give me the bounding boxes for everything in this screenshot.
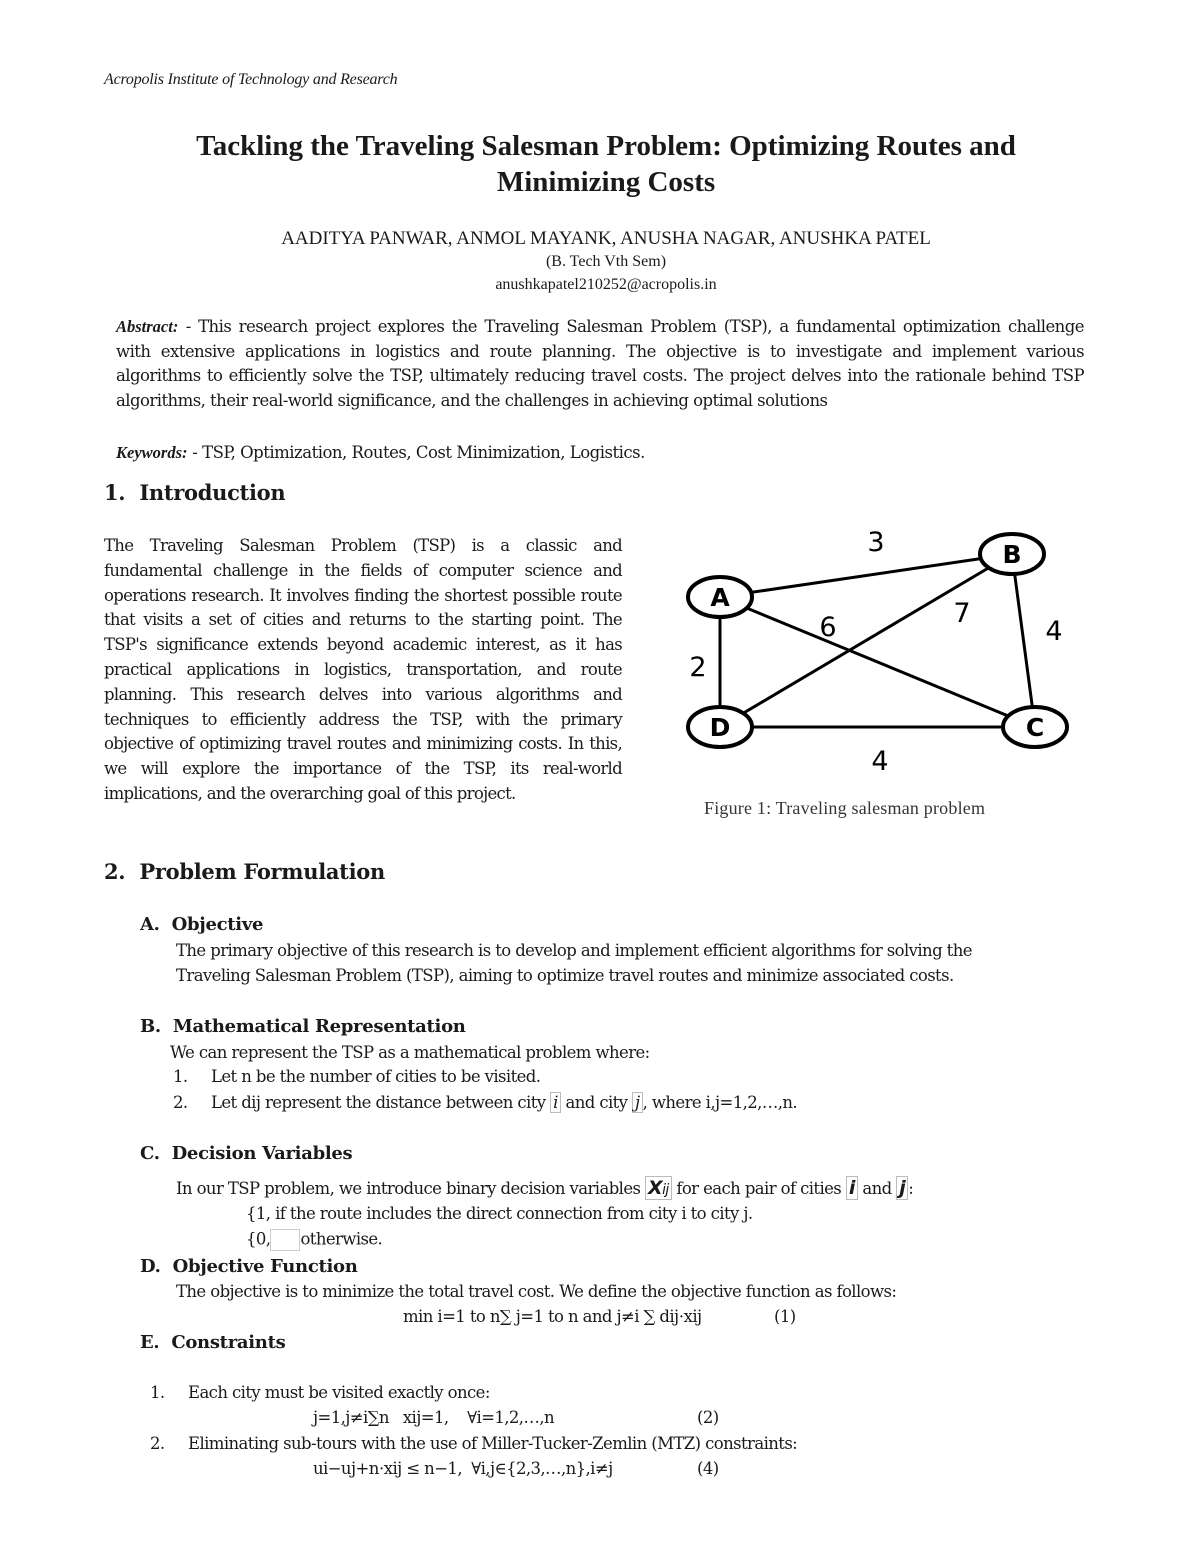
section-title: Problem Formulation (139, 859, 385, 884)
abstract (116, 315, 1084, 414)
text: and (857, 1179, 897, 1198)
subsection-letter: D. (140, 1256, 161, 1277)
subsection-d-heading (140, 1256, 358, 1277)
subsection-letter: A. (140, 914, 160, 935)
weight-d-b: 7 (953, 598, 971, 629)
title-line-1: Tackling the Traveling Salesman Problem: Optimizing Routes and (196, 130, 1016, 162)
authors: AADITYA PANWAR, ANMOL MAYANK, ANUSHA NAGAR, ANUSHKA PATEL (281, 228, 931, 249)
list-item-text: Eliminating sub-tours with the use of Miller-Tucker-Zemlin (MTZ) constraints: (188, 1434, 798, 1453)
section-2-heading (104, 859, 385, 884)
text: otherwise. (300, 1229, 383, 1249)
node-b-label: B (1002, 540, 1022, 569)
subsection-a-heading (140, 914, 263, 935)
var-x-letter: X (648, 1177, 663, 1199)
math-rep-intro: We can represent the TSP as a mathematical problem where: (170, 1043, 650, 1062)
empty-box (270, 1229, 300, 1251)
edge-a-c (720, 597, 1035, 727)
section-title: Introduction (139, 480, 286, 505)
list-item-text: and city (560, 1093, 633, 1112)
list-item-text: , where i,j=1,2,…,n. (642, 1093, 798, 1112)
equation-number: (2) (697, 1408, 719, 1427)
abstract-text: - This research project explores the Traveling Salesman Problem (TSP), a fundamental optimization challenge with extensive applications in logistics and route planning. The objective is to investigate and implement various algorithms to efficiently solve the TSP, ultimately reducing travel costs. The project delves into the rationale behind TSP algorithms, their real-world significance, and the challenges in achieving optimal solutions (116, 317, 1084, 411)
section-1-heading (104, 480, 285, 505)
var-j: j (896, 1176, 908, 1200)
objective-line-1: The primary objective of this research is to develop and implement efficient algorithms for solving the (176, 941, 972, 960)
list-item (150, 1434, 797, 1453)
section-number: 2. (104, 859, 126, 884)
text: : (908, 1179, 914, 1198)
subsection-title: Objective Function (172, 1256, 358, 1277)
subsection-letter: E. (140, 1332, 160, 1353)
title-line-2: Minimizing Costs (496, 166, 716, 198)
list-item-text: Each city must be visited exactly once: (188, 1383, 490, 1402)
weight-d-c: 4 (871, 746, 889, 777)
equation-number: (4) (697, 1459, 719, 1478)
keywords (116, 443, 1084, 463)
weight-a-b: 3 (867, 527, 885, 558)
case-zero (246, 1229, 382, 1251)
subsection-title: Objective (171, 914, 264, 935)
list-item (150, 1383, 490, 1402)
list-item (173, 1067, 540, 1086)
subsection-title: Mathematical Representation (172, 1016, 466, 1037)
var-x-subscript: ij (662, 1182, 669, 1198)
list-number: 1. (150, 1383, 165, 1402)
equation-number: (1) (774, 1307, 796, 1326)
edge-a-b (720, 554, 1012, 597)
edge-b-c (1012, 554, 1035, 727)
node-a-label: A (710, 583, 730, 612)
subsection-c-heading (140, 1143, 352, 1164)
decision-vars-text (176, 1176, 913, 1200)
list-item (173, 1092, 797, 1113)
weight-a-d: 2 (689, 652, 707, 683)
abstract-label: Abstract: (116, 317, 179, 336)
subsection-letter: C. (140, 1143, 160, 1164)
list-item-text: Let dij represent the distance between city (211, 1093, 551, 1112)
introduction-text: The Traveling Salesman Problem (TSP) is a classic and fundamental challenge in the fields of computer science and operations research. It involves finding the shortest possible route that visits a set of cities and returns to the starting point. The TSP's significance extends beyond academic interest, as it has practical applications in logistics, transportation, and route planning. This research delves into various algorithms and techniques to efficiently address the TSP, with the primary objective of optimizing travel routes and minimizing costs. In this, we will explore the importance of the TSP, its real-world implications, and the overarching goal of this project. (104, 536, 622, 803)
subsection-title: Constraints (171, 1332, 286, 1353)
author-email: anushkapatel210252@acropolis.in (495, 276, 717, 293)
section-number: 1. (104, 480, 126, 505)
var-x (645, 1176, 672, 1200)
node-d-label: D (709, 713, 731, 742)
weight-a-c: 6 (819, 612, 837, 643)
objective-function-text: The objective is to minimize the total travel cost. We define the objective function as follows: (176, 1282, 897, 1301)
keywords-label: Keywords: (116, 443, 188, 462)
text: for each pair of cities (671, 1179, 846, 1198)
list-item-text: Let n be the number of cities to be visited. (211, 1067, 541, 1086)
text: {0, (246, 1229, 271, 1249)
list-number: 1. (173, 1067, 188, 1086)
constraint-formula-2: ui−uj+n⋅xij ≤ n−1, ∀i,j∈{2,3,…,n},i≠j (313, 1459, 613, 1478)
subsection-e-heading (140, 1332, 285, 1353)
figure-caption: Figure 1: Traveling salesman problem (704, 798, 986, 818)
weight-b-c: 4 (1045, 616, 1063, 647)
subsection-letter: B. (140, 1016, 161, 1037)
objective-line-2: Traveling Salesman Problem (TSP), aiming to optimize travel routes and minimize associated costs. (176, 966, 954, 985)
tsp-graph-figure (670, 520, 1090, 790)
keywords-text: - TSP, Optimization, Routes, Cost Minimization, Logistics. (187, 443, 645, 462)
subsection-b-heading (140, 1016, 466, 1037)
semester: (B. Tech Vth Sem) (545, 253, 667, 270)
list-number: 2. (150, 1434, 165, 1453)
var-i: i (846, 1176, 858, 1200)
var-i: i (550, 1092, 561, 1113)
text: In our TSP problem, we introduce binary decision variables (176, 1179, 646, 1198)
subsection-title: Decision Variables (171, 1143, 353, 1164)
case-one: {1, if the route includes the direct connection from city i to city j. (246, 1204, 753, 1223)
node-c-label: C (1025, 713, 1045, 742)
paper-title (100, 128, 1112, 200)
constraint-formula-1: j=1,j≠i∑n xij=1, ∀i=1,2,…,n (313, 1408, 555, 1427)
institution-header: Acropolis Institute of Technology and Research (104, 71, 398, 88)
objective-formula: min i=1 to n∑ j=1 to n and j≠i ∑ dij⋅xij (403, 1307, 702, 1326)
list-number: 2. (173, 1093, 188, 1112)
var-j: j (632, 1092, 643, 1113)
